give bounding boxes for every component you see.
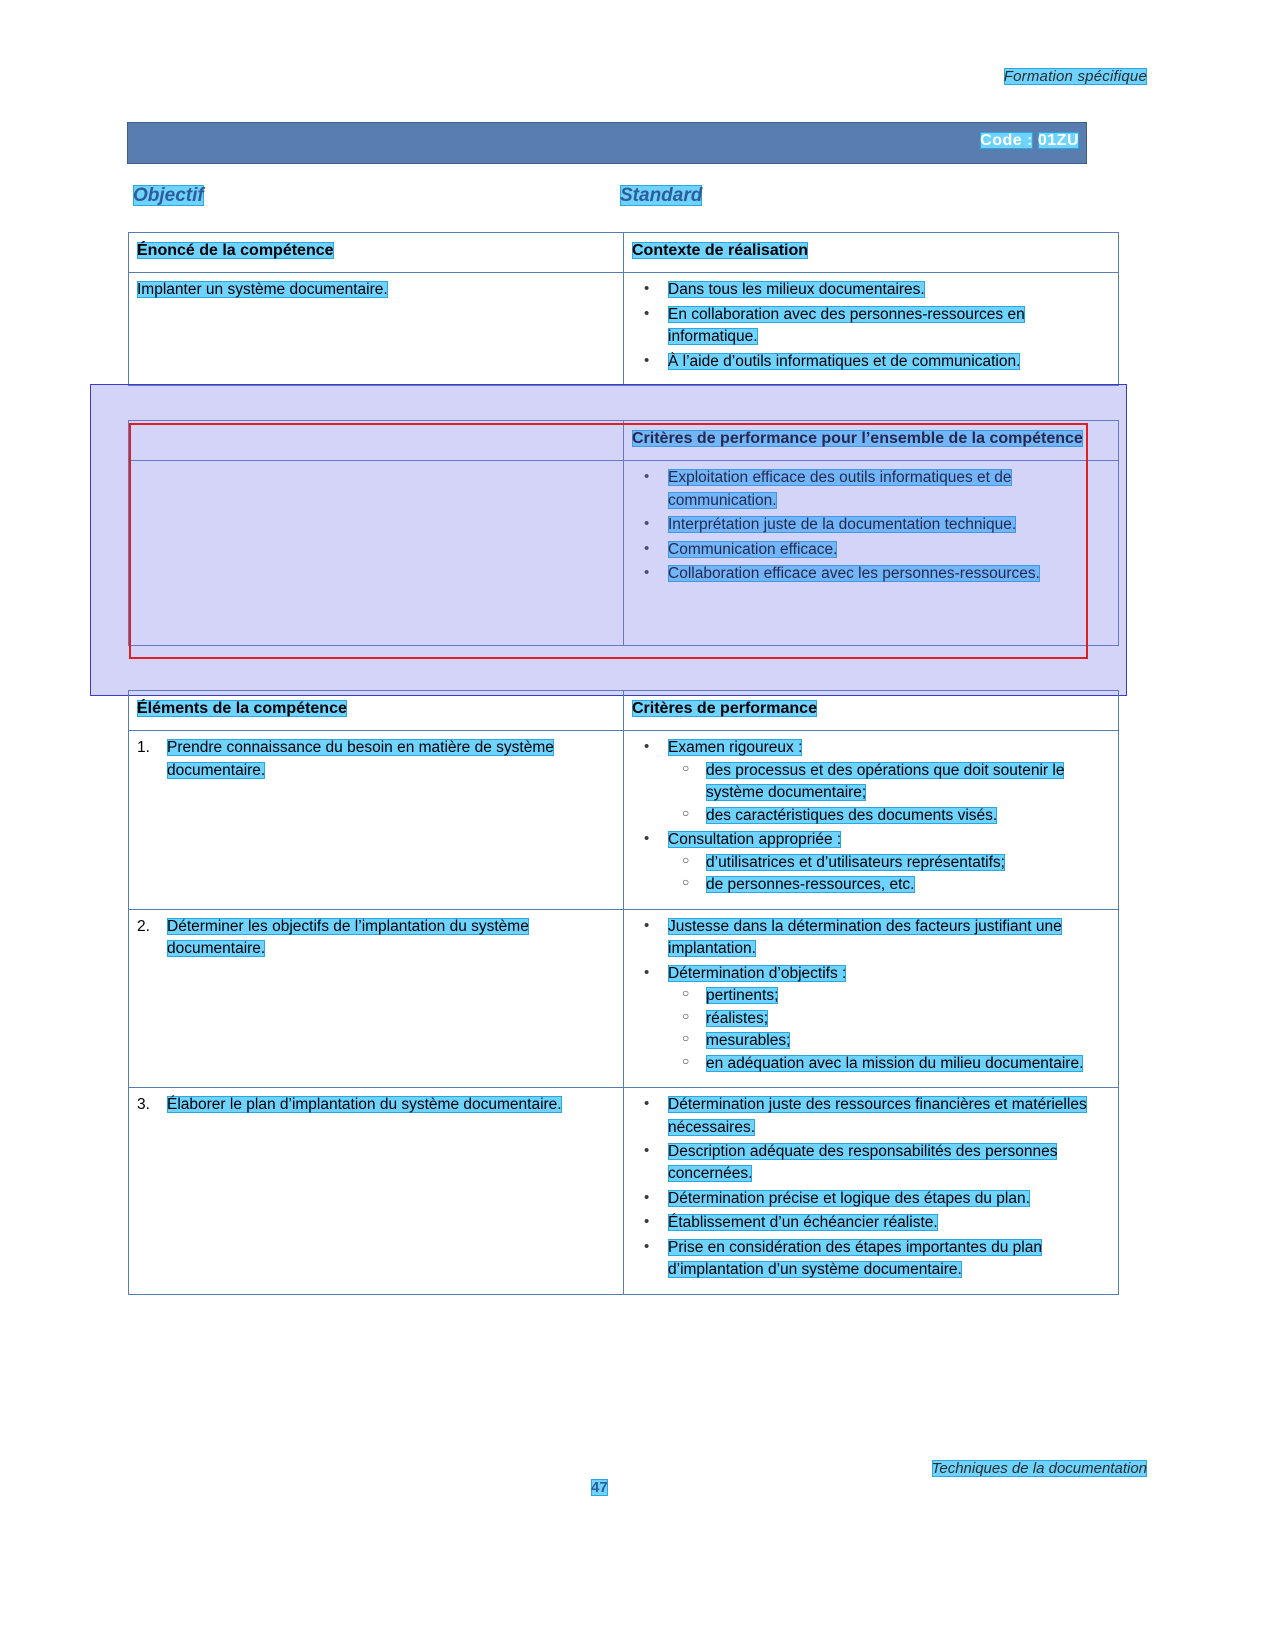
standard-title [620, 185, 702, 207]
critere-3-2: Détermination précise et logique des étapes du plan. [668, 1189, 1030, 1207]
contexte-list [632, 279, 1110, 373]
list-item [632, 1094, 1110, 1139]
list-item [668, 805, 1110, 827]
objectif-title [133, 185, 204, 207]
critere-ensemble-3: Collaboration efficace avec les personnes-ressources. [668, 565, 1040, 583]
list-item [632, 829, 1110, 896]
critere-3-1: Description adéquate des responsabilités des personnes concernées. [668, 1142, 1058, 1183]
page-number-text: 47 [591, 1479, 608, 1496]
enonce-text: Implanter un système documentaire. [137, 281, 388, 299]
enonce-header-text: Énoncé de la compétence [137, 242, 334, 259]
criteres-ensemble-list [632, 467, 1110, 585]
table-row [129, 1088, 1119, 1295]
criteres-ensemble-header-text: Critères de performance pour l’ensemble de la compétence [632, 430, 1083, 447]
contexte-item-0: Dans tous les milieux documentaires. [668, 281, 925, 299]
list-item [668, 1008, 1110, 1030]
critere-1-1-sub-1: de personnes-ressources, etc. [706, 876, 915, 894]
list-item [668, 760, 1110, 805]
list-item [668, 1053, 1110, 1075]
element-1-text: Prendre connaissance du besoin en matière de système documentaire. [167, 739, 554, 779]
table-row [129, 233, 1119, 273]
critere-1-0-sub-0: des processus et des opérations que doit soutenir le système documentaire; [706, 761, 1065, 802]
list-item [632, 279, 1110, 301]
table-row [129, 461, 1119, 646]
table-row [129, 909, 1119, 1087]
cell-elements-header [129, 691, 624, 731]
critere-1-1-sub-0: d’utilisatrices et d’utilisateurs représentatifs; [706, 853, 1005, 871]
objectif-title-text: Objectif [133, 185, 204, 206]
header-note [1004, 68, 1147, 85]
list-item [632, 916, 1110, 961]
list-item [632, 467, 1110, 512]
critere-2-1-sub-3: en adéquation avec la mission du milieu documentaire. [706, 1054, 1084, 1072]
list-item [632, 539, 1110, 561]
cell-element-1 [129, 731, 624, 909]
critere-2-0: Justesse dans la détermination des facteurs justifiant une implantation. [668, 917, 1062, 958]
critere-3-4: Prise en considération des étapes importantes du plan d’implantation d’un système documentaire. [668, 1238, 1042, 1279]
list-item [632, 1141, 1110, 1186]
criteres-list-3 [632, 1094, 1110, 1282]
page-number [591, 1479, 608, 1496]
list-item [137, 737, 615, 782]
list-item [632, 514, 1110, 536]
critere-1-1: Consultation appropriée : [668, 831, 842, 849]
critere-2-1-sub-1: réalistes; [706, 1009, 769, 1027]
list-item [632, 963, 1110, 1075]
cell-criteres-ensemble-list [624, 461, 1119, 646]
footer-note [932, 1460, 1147, 1477]
cell-criteres-3 [624, 1088, 1119, 1295]
list-item [632, 1237, 1110, 1282]
list-item [668, 1030, 1110, 1052]
table-competence [128, 232, 1119, 386]
list-item [137, 1094, 615, 1116]
table-row [129, 273, 1119, 386]
critere-3-0: Détermination juste des ressources financières et matérielles nécessaires. [668, 1096, 1087, 1136]
element-3 [137, 1094, 615, 1116]
list-item [632, 1212, 1110, 1234]
critere-2-1: Détermination d’objectifs : [668, 964, 847, 982]
list-item [668, 852, 1110, 874]
list-item [668, 874, 1110, 896]
list-item [668, 985, 1110, 1007]
cell-element-2 [129, 909, 624, 1087]
critere-1-0: Examen rigoureux : [668, 739, 803, 757]
element-3-number: 3. [137, 1096, 150, 1114]
elements-header-text: Éléments de la compétence [137, 700, 347, 717]
critere-ensemble-1: Interprétation juste de la documentation technique. [668, 516, 1017, 534]
cell-criteres-ensemble-header [624, 421, 1119, 461]
cell-element-3 [129, 1088, 624, 1295]
criteres-sublist [668, 985, 1110, 1075]
critere-1-0-sub-1: des caractéristiques des documents visés. [706, 806, 998, 824]
list-item [632, 351, 1110, 373]
element-1 [137, 737, 615, 782]
table-row [129, 731, 1119, 909]
code-bar [127, 122, 1087, 164]
cell-empty-left [129, 421, 624, 461]
critere-3-3: Établissement d’un échéancier réaliste. [668, 1214, 938, 1232]
cell-criteres-header [624, 691, 1119, 731]
standard-title-text: Standard [620, 185, 703, 206]
cell-criteres-1 [624, 731, 1119, 909]
code-value [980, 132, 1079, 150]
criteres-header-text: Critères de performance [632, 700, 817, 717]
list-item [137, 916, 615, 961]
cell-enonce-header [129, 233, 624, 273]
contexte-item-1: En collaboration avec des personnes-ressources en informatique. [668, 305, 1025, 346]
element-2 [137, 916, 615, 961]
code-label: Code : [980, 132, 1033, 149]
list-item [632, 304, 1110, 349]
list-item [632, 1188, 1110, 1210]
critere-2-1-sub-2: mesurables; [706, 1032, 791, 1050]
list-item [632, 563, 1110, 585]
critere-ensemble-0: Exploitation efficace des outils informatiques et de communication. [668, 469, 1012, 509]
table-row [129, 691, 1119, 731]
cell-empty-left-2 [129, 461, 624, 646]
criteres-list-1 [632, 737, 1110, 896]
element-2-number: 2. [137, 917, 150, 935]
contexte-header-text: Contexte de réalisation [632, 242, 809, 259]
criteres-sublist [668, 852, 1110, 897]
table-criteres-ensemble [128, 420, 1119, 646]
criteres-sublist [668, 760, 1110, 827]
critere-2-1-sub-0: pertinents; [706, 987, 779, 1005]
element-3-text: Élaborer le plan d’implantation du système documentaire. [167, 1096, 562, 1114]
element-2-text: Déterminer les objectifs de l’implantation du système documentaire. [167, 917, 529, 958]
critere-ensemble-2: Communication efficace. [668, 540, 838, 558]
footer-note-text: Techniques de la documentation [931, 1460, 1147, 1477]
criteres-list-2 [632, 916, 1110, 1075]
list-item [632, 737, 1110, 827]
code-number: 01ZU [1037, 132, 1079, 149]
table-row [129, 421, 1119, 461]
contexte-item-2: À l’aide d’outils informatiques et de communication. [668, 352, 1021, 370]
cell-enonce [129, 273, 624, 386]
cell-criteres-2 [624, 909, 1119, 1087]
element-1-number: 1. [137, 739, 150, 757]
cell-contexte [624, 273, 1119, 386]
header-note-text: Formation spécifique [1003, 68, 1147, 85]
objectif-standard-row [133, 185, 1085, 211]
table-elements [128, 690, 1119, 1295]
cell-contexte-header [624, 233, 1119, 273]
